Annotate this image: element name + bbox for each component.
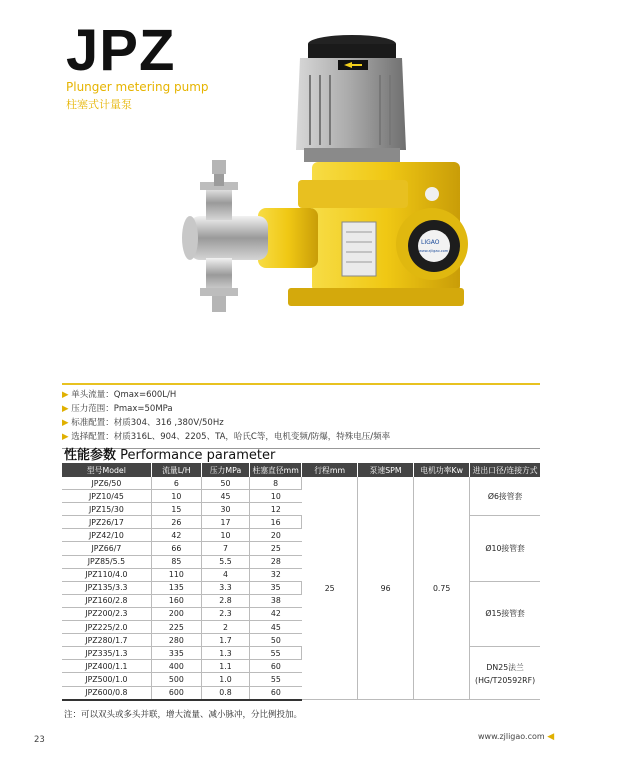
cell-model: JPZ66/7	[62, 542, 151, 555]
cell-plunger: 35	[250, 581, 302, 594]
cell-pressure: 45	[201, 490, 249, 503]
cell-plunger: 55	[250, 647, 302, 660]
cell-plunger: 42	[250, 607, 302, 620]
performance-table	[62, 463, 540, 701]
page-number: 23	[34, 735, 45, 745]
performance-heading	[64, 444, 275, 463]
product-title: JPZ	[66, 18, 176, 83]
connection-text: (HG/T20592RF)	[475, 675, 536, 685]
cell-pressure: 2.3	[201, 607, 249, 620]
website-link	[478, 732, 554, 742]
col-power: 电机功率Kw	[414, 463, 470, 477]
motor-flange	[304, 148, 400, 162]
cell-pressure: 17	[201, 516, 249, 529]
cell-pressure: 30	[201, 503, 249, 516]
cell-flow: 160	[151, 594, 201, 607]
performance-title-en: Performance parameter	[120, 448, 276, 463]
cell-model: JPZ160/2.8	[62, 594, 151, 607]
cell-model: JPZ6/50	[62, 477, 151, 490]
spec-text: 选择配置：材质316L、904、2205、TA，哈氏C等，电机变频/防爆，特殊电压/频率	[71, 432, 391, 442]
cell-model: JPZ600/0.8	[62, 686, 151, 700]
col-pressure: 压力MPa	[201, 463, 249, 477]
knob-url: www.zjligao.com	[419, 249, 449, 253]
cell-model: JPZ42/10	[62, 529, 151, 542]
pump-base	[288, 288, 464, 306]
cell-connection	[470, 581, 540, 646]
cell-flow: 66	[151, 542, 201, 555]
cell-flow: 42	[151, 529, 201, 542]
cell-flow: 500	[151, 673, 201, 686]
cell-flow: 280	[151, 634, 201, 647]
col-connection: 进出口径/连接方式	[470, 463, 540, 477]
cell-plunger: 10	[250, 490, 302, 503]
cell-model: JPZ85/5.5	[62, 555, 151, 568]
cell-pressure: 2	[201, 621, 249, 634]
cell-model: JPZ500/1.0	[62, 673, 151, 686]
spec-item	[62, 402, 540, 416]
cell-pressure: 2.8	[201, 594, 249, 607]
top-fitting	[212, 160, 226, 174]
connection-text: Ø10接管套	[485, 544, 525, 554]
cell-pressure: 1.3	[201, 647, 249, 660]
pump-nameplate	[342, 222, 376, 276]
cell-flow: 26	[151, 516, 201, 529]
cell-pressure: 5.5	[201, 555, 249, 568]
cell-model: JPZ10/45	[62, 490, 151, 503]
cell-pressure: 3.3	[201, 581, 249, 594]
cell-plunger: 12	[250, 503, 302, 516]
cell-plunger: 55	[250, 673, 302, 686]
col-flow: 流量L/H	[151, 463, 201, 477]
performance-title-cn: 性能参数	[64, 448, 117, 463]
cell-pressure: 1.7	[201, 634, 249, 647]
cell-model: JPZ335/1.3	[62, 647, 151, 660]
cell-flow: 600	[151, 686, 201, 700]
cell-plunger: 25	[250, 542, 302, 555]
cell-plunger: 8	[250, 477, 302, 490]
bullet-arrow-icon: ▶	[62, 418, 69, 428]
subtitle-cn: 柱塞式计量泵	[66, 98, 132, 111]
cell-connection	[470, 516, 540, 581]
table-body	[62, 477, 540, 700]
cell-flow: 335	[151, 647, 201, 660]
cell-pressure: 0.8	[201, 686, 249, 700]
connection-text: Ø15接管套	[485, 609, 525, 619]
pump-image	[170, 30, 480, 330]
bullet-arrow-icon: ▶	[62, 404, 69, 414]
cell-flow: 10	[151, 490, 201, 503]
cell-pressure: 50	[201, 477, 249, 490]
cell-model: JPZ26/17	[62, 516, 151, 529]
gearbox-top	[298, 180, 408, 208]
cell-flow: 200	[151, 607, 201, 620]
cell-flow: 225	[151, 621, 201, 634]
cell-pressure: 1.0	[201, 673, 249, 686]
discharge-valve	[206, 186, 232, 220]
col-model: 型号Model	[62, 463, 151, 477]
cell-plunger: 32	[250, 568, 302, 581]
cell-model: JPZ200/2.3	[62, 607, 151, 620]
cell-plunger: 38	[250, 594, 302, 607]
cell-plunger: 28	[250, 555, 302, 568]
spec-item	[62, 416, 540, 430]
subtitle-en: Plunger metering pump	[66, 80, 209, 94]
cell-model: JPZ225/2.0	[62, 621, 151, 634]
cell-model: JPZ400/1.1	[62, 660, 151, 673]
cell-plunger: 60	[250, 686, 302, 700]
footnote: 注：可以双头或多头并联，增大流量、减小脉冲，分比例投加。	[64, 710, 303, 720]
connection-text: DN25法兰	[486, 662, 524, 672]
table-header-row	[62, 463, 540, 477]
website-text: www.zjligao.com	[478, 732, 545, 741]
cell-flow: 15	[151, 503, 201, 516]
cell-plunger: 45	[250, 621, 302, 634]
cell-plunger: 16	[250, 516, 302, 529]
cell-model: JPZ110/4.0	[62, 568, 151, 581]
cell-plunger: 50	[250, 634, 302, 647]
bullet-arrow-icon: ▶	[62, 390, 69, 400]
cell-pressure: 4	[201, 568, 249, 581]
cell-stroke: 25	[302, 477, 358, 700]
left-arrow-icon: ◀	[547, 732, 555, 742]
table-row	[62, 477, 540, 490]
spec-text: 标准配置：材质304、316 ,380V/50Hz	[71, 418, 224, 428]
spec-item	[62, 388, 540, 402]
spec-list	[62, 383, 540, 449]
cell-model: JPZ135/3.3	[62, 581, 151, 594]
spec-text: 压力范围：Pmax=50MPa	[71, 404, 173, 414]
spec-item	[62, 430, 540, 444]
bullet-arrow-icon: ▶	[62, 432, 69, 442]
cell-flow: 400	[151, 660, 201, 673]
cell-plunger: 20	[250, 529, 302, 542]
cell-flow: 85	[151, 555, 201, 568]
cell-pressure: 10	[201, 529, 249, 542]
cell-connection	[470, 477, 540, 516]
knob-brand: LIGAO	[421, 239, 440, 246]
cell-flow: 6	[151, 477, 201, 490]
cell-model: JPZ280/1.7	[62, 634, 151, 647]
spec-text: 单头流量：Qmax=600L/H	[71, 390, 177, 400]
cell-plunger: 60	[250, 660, 302, 673]
col-speed: 泵速SPM	[358, 463, 414, 477]
cell-flow: 135	[151, 581, 201, 594]
pump-head	[190, 216, 268, 260]
bottom-fitting	[212, 296, 226, 312]
col-stroke: 行程mm	[302, 463, 358, 477]
cell-power: 0.75	[414, 477, 470, 700]
cell-model: JPZ15/30	[62, 503, 151, 516]
cell-connection	[470, 647, 540, 700]
motor-cap-body	[308, 44, 396, 58]
cell-pressure: 1.1	[201, 660, 249, 673]
cell-pressure: 7	[201, 542, 249, 555]
cell-flow: 110	[151, 568, 201, 581]
suction-valve	[206, 258, 232, 292]
cell-speed: 96	[358, 477, 414, 700]
connection-text: Ø6接管套	[487, 491, 523, 501]
col-plunger: 柱塞直径mm	[250, 463, 302, 477]
